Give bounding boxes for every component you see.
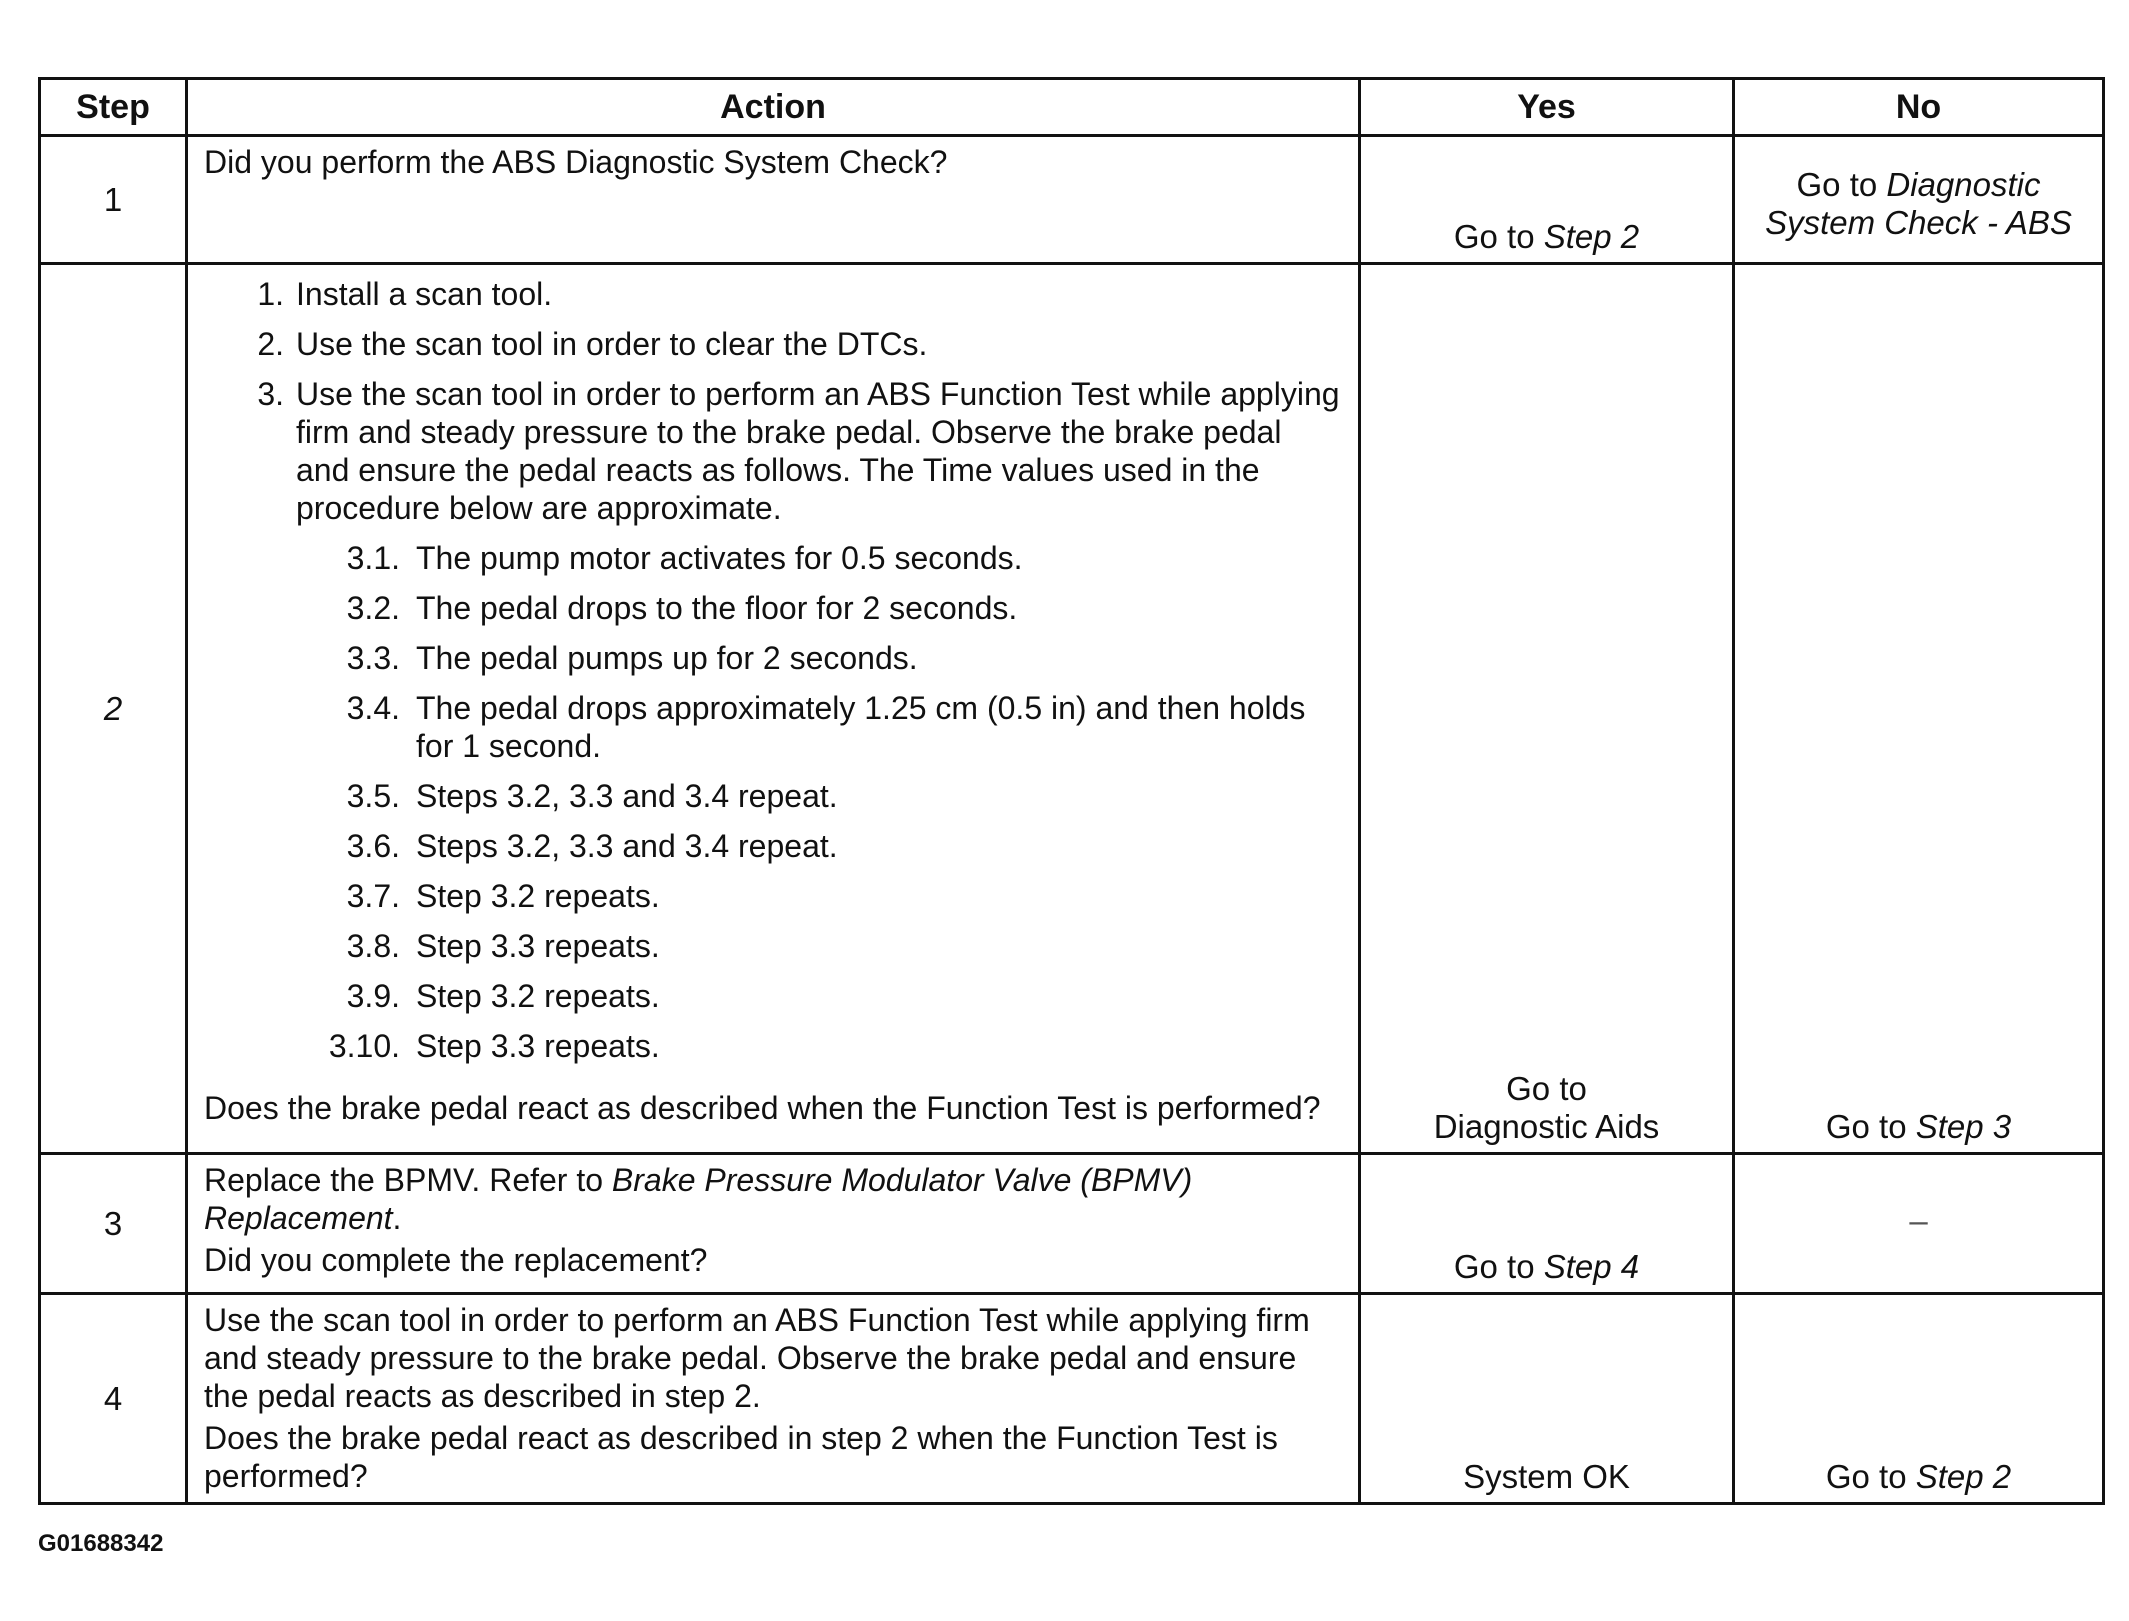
action-text: Replace the BPMV. Refer to Brake Pressure Modulator Valve (BPMV) Replacement. (204, 1162, 1193, 1236)
header-row (40, 79, 2104, 136)
list-item: 3. Use the scan tool in order to perform an ABS Function Test while applying firm and steady pressure to the brake pedal. Observe the brake pedal and ensure the pedal reacts as follows. The Time values used in the procedure below are approximate. 3.1. The pump motor activates for 0.5 seconds. 3.2. The pedal drops to the floor for 2 seconds. 3.3. The pedal pumps up for 2 seconds. 3.4. The pedal drops approximately 1.25 cm (0.5 in) and then holds for 1 second. 3.5. Steps 3.2, 3.3 and 3.4 repeat. 3.6. Steps 3.2, 3.3 and 3.4 repeat. 3.7. Step 3.2 repeats. 3.8. Step 3.3 repeats. 3.9. Step 3.2 repeats. 3.10. Step 3.3 repeats. (204, 375, 1342, 1077)
table-row (40, 264, 2104, 1154)
action-cell (187, 136, 1360, 264)
yes-prefix: Go to (1453, 218, 1544, 255)
header-step: Step (40, 79, 187, 136)
list-item: 1. Install a scan tool. (257, 276, 553, 312)
no-link[interactable]: Step 3 (1915, 1108, 2012, 1145)
list-item: 3.3. The pedal pumps up for 2 seconds. (346, 640, 918, 676)
step-number: 2 (40, 264, 187, 1154)
no-prefix: Go to (1825, 1108, 1916, 1145)
no-cell: – (1734, 1154, 2104, 1294)
yes-link[interactable]: Step 2 (1543, 218, 1640, 255)
list-item: 3.9. Step 3.2 repeats. (346, 978, 660, 1014)
no-link[interactable]: Diagnostic System Check - ABS (1765, 165, 2072, 241)
header-action: Action (187, 79, 1360, 136)
list-item: 3.2. The pedal drops to the floor for 2 seconds. (346, 590, 1018, 626)
action-link[interactable]: Brake Pressure Modulator Valve (BPMV) Replacement (204, 1162, 1193, 1236)
sub-procedure-list (204, 539, 1342, 1077)
step-number: 3 (40, 1154, 187, 1294)
yes-cell (1360, 1154, 1734, 1294)
table-row (40, 1154, 2104, 1294)
action-text: Use the scan tool in order to perform an ABS Function Test while applying firm and steady pressure to the brake pedal. Observe the brake pedal and ensure the pedal reacts as described in step 2. (204, 1302, 1310, 1414)
yes-prefix: Go to (1453, 1248, 1544, 1285)
action-cell (187, 1154, 1360, 1294)
diagnostic-table (38, 77, 2105, 1505)
no-cell (1734, 1294, 2104, 1504)
no-prefix: Go to (1796, 165, 1887, 203)
header-no: No (1734, 79, 2104, 136)
yes-cell: System OK (1360, 1294, 1734, 1504)
yes-cell (1360, 264, 1734, 1154)
yes-link[interactable]: Step 4 (1543, 1248, 1640, 1285)
question-text: Did you complete the replacement? (204, 1242, 708, 1278)
list-item: 3.6. Steps 3.2, 3.3 and 3.4 repeat. (346, 828, 838, 864)
step-number: 4 (40, 1294, 187, 1504)
list-item: 2. Use the scan tool in order to clear the DTCs. (257, 326, 928, 362)
procedure-list (204, 275, 1342, 1077)
no-link[interactable]: Step 2 (1915, 1458, 2012, 1495)
yes-prefix: Go to (1506, 1070, 1587, 1107)
action-cell (187, 1294, 1360, 1504)
action-text: Did you perform the ABS Diagnostic System Check? (204, 144, 948, 180)
no-prefix: Go to (1825, 1458, 1916, 1495)
table-row (40, 136, 2104, 264)
list-item: 3.5. Steps 3.2, 3.3 and 3.4 repeat. (346, 778, 838, 814)
list-item: 3.4. The pedal drops approximately 1.25 cm (0.5 in) and then holds for 1 second. (346, 690, 1306, 764)
no-cell (1734, 136, 2104, 264)
question-text: Does the brake pedal react as described in step 2 when the Function Test is performed? (204, 1420, 1278, 1494)
yes-cell (1360, 136, 1734, 264)
list-item: 3.10. Step 3.3 repeats. (328, 1028, 660, 1064)
action-cell (187, 264, 1360, 1154)
yes-link[interactable]: Diagnostic Aids (1433, 1108, 1660, 1145)
table-row (40, 1294, 2104, 1504)
figure-id: G01688342 (38, 1530, 164, 1557)
no-cell (1734, 264, 2104, 1154)
list-item: 3.1. The pump motor activates for 0.5 seconds. (346, 540, 1023, 576)
list-item: 3.8. Step 3.3 repeats. (346, 928, 660, 964)
step-number: 1 (40, 136, 187, 264)
header-yes: Yes (1360, 79, 1734, 136)
question-text: Does the brake pedal react as described when the Function Test is performed? (204, 1090, 1321, 1126)
list-item: 3.7. Step 3.2 repeats. (346, 878, 660, 914)
